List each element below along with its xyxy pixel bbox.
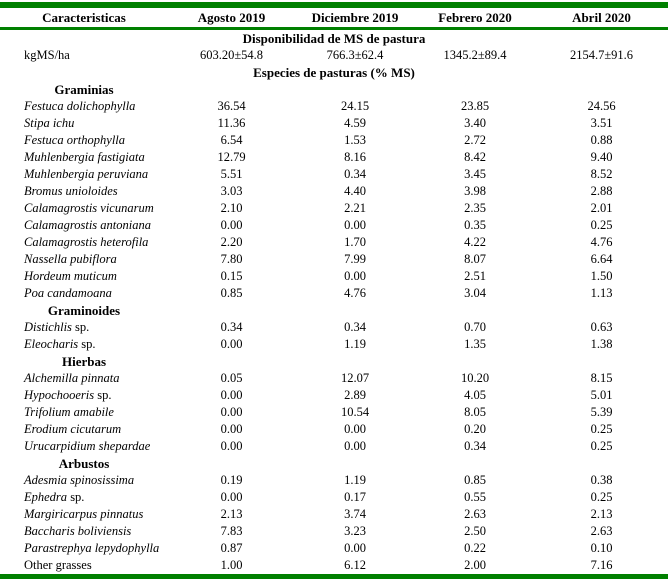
table-row — [0, 200, 668, 217]
section-title: Graminias — [54, 82, 114, 97]
empty-cell — [415, 81, 535, 98]
value-cell: 8.05 — [464, 405, 486, 419]
empty-cell — [168, 81, 295, 98]
species-name: Other grasses — [24, 558, 92, 572]
header-row — [0, 5, 668, 29]
species-name: Bromus unioloides — [24, 184, 118, 198]
table-row — [0, 472, 668, 489]
species-name: Muhlenbergia peruviana — [24, 167, 149, 181]
empty-cell — [415, 302, 535, 319]
table-body — [0, 29, 668, 577]
value-cell: 0.15 — [220, 269, 243, 283]
value-cell: 0.25 — [590, 490, 613, 504]
value-cell: 6.12 — [344, 558, 366, 572]
empty-cell — [535, 353, 668, 370]
value-cell: 0.00 — [220, 388, 243, 402]
value-cell: 36.54 — [217, 99, 246, 113]
species-name: Eleocharis sp. — [24, 337, 96, 351]
species-name: Trifolium amabile — [24, 405, 114, 419]
value-cell: 0.25 — [590, 422, 613, 436]
value-cell: 3.74 — [344, 507, 366, 521]
value-cell: 1345.2±89.4 — [443, 48, 507, 62]
value-cell: 1.50 — [590, 269, 613, 283]
value-cell: 8.07 — [464, 252, 486, 266]
value-cell: 3.03 — [220, 184, 243, 198]
table-row — [0, 47, 668, 64]
value-cell: 1.19 — [344, 473, 366, 487]
value-cell: 0.00 — [220, 337, 243, 351]
column-header-diciembre-2019: Diciembre 2019 — [295, 5, 415, 29]
value-cell: 1.38 — [590, 337, 613, 351]
value-cell: 24.15 — [340, 99, 370, 113]
table-row — [0, 166, 668, 183]
value-cell: 3.04 — [464, 286, 486, 300]
species-name: Calamagrostis vicunarum — [24, 201, 154, 215]
value-cell: 1.13 — [590, 286, 613, 300]
table-row — [0, 251, 668, 268]
value-cell: 0.22 — [464, 541, 486, 555]
value-cell: 4.76 — [344, 286, 366, 300]
section-row — [0, 353, 668, 370]
value-cell: 4.59 — [344, 116, 366, 130]
table-row — [0, 217, 668, 234]
species-name: Hordeum muticum — [24, 269, 117, 283]
value-cell: 0.19 — [220, 473, 243, 487]
empty-cell — [295, 81, 415, 98]
value-cell: 2.50 — [464, 524, 486, 538]
value-cell: 23.85 — [460, 99, 490, 113]
value-cell: 12.79 — [217, 150, 246, 164]
value-cell: 2.63 — [590, 524, 613, 538]
value-cell: 0.63 — [590, 320, 613, 334]
value-cell: 0.00 — [220, 490, 243, 504]
value-cell: 2.63 — [464, 507, 486, 521]
species-name: Nassella pubiflora — [24, 252, 117, 266]
empty-cell — [168, 353, 295, 370]
group-title: Especies de pasturas (% MS) — [253, 65, 415, 80]
value-cell: 1.35 — [464, 337, 486, 351]
value-cell: 0.00 — [344, 422, 366, 436]
column-header-agosto-2019: Agosto 2019 — [168, 5, 295, 29]
value-cell: 0.70 — [464, 320, 486, 334]
table-row — [0, 489, 668, 506]
value-cell: 0.35 — [464, 218, 486, 232]
section-title: Graminoides — [47, 303, 121, 318]
table-row — [0, 319, 668, 336]
empty-cell — [295, 302, 415, 319]
empty-cell — [168, 455, 295, 472]
value-cell: 4.76 — [590, 235, 613, 249]
value-cell: 2154.7±91.6 — [569, 48, 634, 62]
table-row — [0, 370, 668, 387]
value-cell: 0.85 — [464, 473, 486, 487]
value-cell: 2.10 — [220, 201, 243, 215]
species-name: Muhlenbergia fastigiata — [24, 150, 145, 164]
table-row — [0, 98, 668, 115]
value-cell: 3.51 — [590, 116, 613, 130]
value-cell: 2.01 — [590, 201, 613, 215]
value-cell: 2.89 — [344, 388, 366, 402]
span-row — [0, 64, 668, 81]
value-cell: 603.20±54.8 — [199, 48, 264, 62]
table-row — [0, 268, 668, 285]
value-cell: 9.40 — [590, 150, 613, 164]
species-name: Parastrephya lepydophylla — [24, 541, 160, 555]
value-cell: 0.05 — [220, 371, 243, 385]
table-row — [0, 234, 668, 251]
species-name: Margiricarpus pinnatus — [24, 507, 144, 521]
value-cell: 4.22 — [464, 235, 486, 249]
empty-cell — [535, 455, 668, 472]
value-cell: 2.88 — [590, 184, 613, 198]
species-name: Urucarpidium shepardae — [24, 439, 151, 453]
table-row — [0, 404, 668, 421]
value-cell: 0.00 — [344, 439, 366, 453]
group-title: Disponibilidad de MS de pastura — [242, 31, 426, 46]
value-cell: 2.13 — [220, 507, 243, 521]
value-cell: 4.05 — [464, 388, 486, 402]
species-name: Distichlis sp. — [24, 320, 90, 334]
species-name: Stipa ichu — [24, 116, 75, 130]
value-cell: 0.38 — [590, 473, 613, 487]
empty-cell — [415, 455, 535, 472]
column-header-caracteristicas: Caracteristicas — [0, 5, 168, 29]
value-cell: 7.80 — [220, 252, 243, 266]
species-name: Erodium cicutarum — [24, 422, 122, 436]
species-name: Ephedra sp. — [24, 490, 85, 504]
value-cell: 7.83 — [220, 524, 243, 538]
empty-cell — [535, 302, 668, 319]
value-cell: 8.42 — [464, 150, 486, 164]
value-cell: 5.51 — [220, 167, 243, 181]
value-cell: 1.19 — [344, 337, 366, 351]
column-header-febrero-2020: Febrero 2020 — [415, 5, 535, 29]
value-cell: 0.34 — [344, 320, 366, 334]
species-name: Adesmia spinosissima — [24, 473, 135, 487]
empty-cell — [295, 353, 415, 370]
value-cell: 0.34 — [464, 439, 486, 453]
empty-cell — [295, 455, 415, 472]
table-row — [0, 523, 668, 540]
value-cell: 3.45 — [464, 167, 486, 181]
species-name: Baccharis boliviensis — [24, 524, 132, 538]
value-cell: 2.20 — [220, 235, 243, 249]
value-cell: 4.40 — [344, 184, 366, 198]
empty-cell — [535, 81, 668, 98]
table-row — [0, 183, 668, 200]
value-cell: 3.23 — [344, 524, 366, 538]
value-cell: 0.00 — [344, 269, 366, 283]
value-cell: 0.55 — [464, 490, 486, 504]
value-cell: 8.15 — [590, 371, 613, 385]
value-cell: 8.16 — [344, 150, 366, 164]
value-cell: 0.88 — [590, 133, 613, 147]
value-cell: 3.40 — [464, 116, 486, 130]
value-cell: 0.00 — [344, 541, 366, 555]
value-cell: 0.00 — [220, 422, 243, 436]
table-row — [0, 540, 668, 557]
section-row — [0, 455, 668, 472]
table-row — [0, 557, 668, 577]
value-cell: 7.99 — [344, 252, 366, 266]
value-cell: 0.00 — [220, 439, 243, 453]
value-cell: 7.16 — [590, 558, 613, 572]
value-cell: 2.72 — [464, 133, 486, 147]
value-cell: 24.56 — [587, 99, 616, 113]
table-row — [0, 336, 668, 353]
pasture-availability-table — [0, 2, 668, 579]
table-row — [0, 438, 668, 455]
value-cell: 10.54 — [340, 405, 370, 419]
section-row — [0, 302, 668, 319]
value-cell: 8.52 — [590, 167, 613, 181]
table-row — [0, 387, 668, 404]
value-cell: 0.00 — [344, 218, 366, 232]
value-cell: 5.39 — [590, 405, 613, 419]
value-cell: 766.3±62.4 — [326, 48, 384, 62]
value-cell: 0.87 — [220, 541, 243, 555]
species-name: kgMS/ha — [24, 48, 70, 62]
value-cell: 1.00 — [220, 558, 243, 572]
value-cell: 0.34 — [220, 320, 243, 334]
species-name: Festuca dolichophylla — [24, 99, 136, 113]
table-row — [0, 506, 668, 523]
table-row — [0, 132, 668, 149]
value-cell: 3.98 — [464, 184, 486, 198]
value-cell: 11.36 — [217, 116, 246, 130]
value-cell: 12.07 — [340, 371, 370, 385]
value-cell: 10.20 — [460, 371, 490, 385]
value-cell: 0.85 — [220, 286, 243, 300]
section-row — [0, 81, 668, 98]
species-name: Hypochooeris sp. — [24, 388, 112, 402]
value-cell: 2.13 — [590, 507, 613, 521]
value-cell: 0.25 — [590, 218, 613, 232]
value-cell: 0.10 — [590, 541, 613, 555]
empty-cell — [168, 302, 295, 319]
span-row — [0, 29, 668, 48]
value-cell: 0.00 — [220, 218, 243, 232]
table-row — [0, 285, 668, 302]
value-cell: 0.00 — [220, 405, 243, 419]
table-row — [0, 115, 668, 132]
value-cell: 6.54 — [220, 133, 243, 147]
value-cell: 0.20 — [464, 422, 486, 436]
value-cell: 2.00 — [464, 558, 486, 572]
table-row — [0, 421, 668, 438]
empty-cell — [415, 353, 535, 370]
species-name: Calamagrostis heterofila — [24, 235, 149, 249]
species-name: Calamagrostis antoniana — [24, 218, 151, 232]
table-row — [0, 149, 668, 166]
table-header — [0, 5, 668, 29]
value-cell: 5.01 — [590, 388, 613, 402]
value-cell: 6.64 — [590, 252, 613, 266]
column-header-abril-2020: Abril 2020 — [535, 5, 668, 29]
value-cell: 0.25 — [590, 439, 613, 453]
value-cell: 2.21 — [344, 201, 366, 215]
value-cell: 2.35 — [464, 201, 486, 215]
value-cell: 2.51 — [464, 269, 486, 283]
section-title: Hierbas — [61, 354, 107, 369]
value-cell: 0.17 — [344, 490, 366, 504]
species-name: Festuca orthophylla — [24, 133, 126, 147]
value-cell: 0.34 — [344, 167, 366, 181]
species-name: Poa candamoana — [24, 286, 112, 300]
value-cell: 1.70 — [344, 235, 366, 249]
value-cell: 1.53 — [344, 133, 366, 147]
section-title: Arbustos — [58, 456, 110, 471]
species-name: Alchemilla pinnata — [24, 371, 120, 385]
